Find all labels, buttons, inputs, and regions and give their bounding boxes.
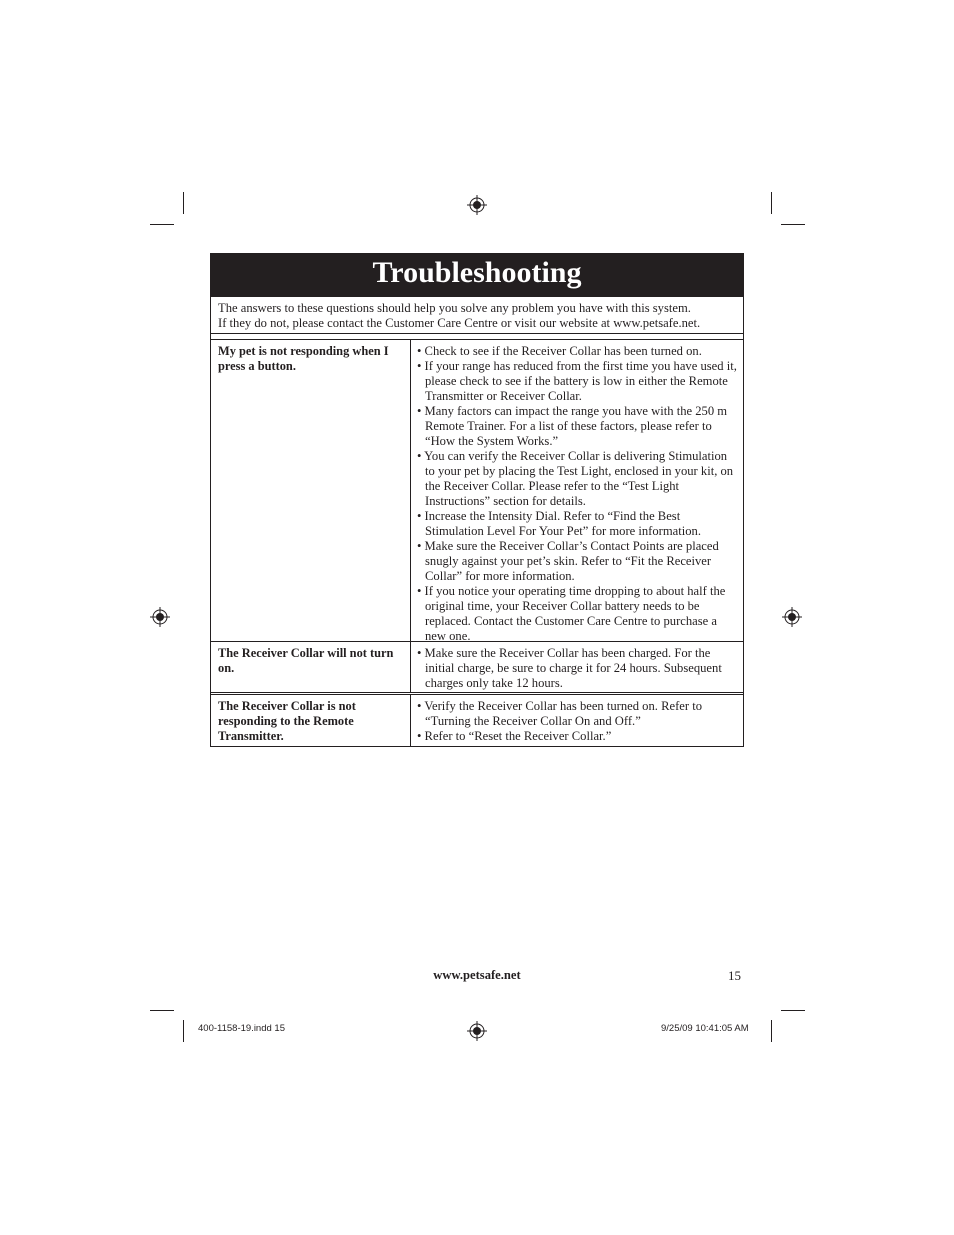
- answer-item: • You can verify the Receiver Collar is delivering Stimulation to your pet by placing the Test Light, enclosed in your kit, on the Receiver Collar. Please refer to the “Test Light Instructions” section for details.: [417, 449, 734, 508]
- page-title: Troubleshooting: [210, 253, 744, 297]
- question-cell: The Receiver Collar will not turn on.: [211, 642, 411, 692]
- crop-mark: [183, 192, 184, 214]
- answer-item: • Make sure the Receiver Collar’s Contact Points are placed snugly against your pet’s skin. Refer to “Fit the Receiver Collar” for more information.: [417, 539, 719, 583]
- answer-item: • If your range has reduced from the first time you have used it, please check to see if the battery is low in either the Remote Transmitter or Receiver Collar.: [417, 359, 737, 403]
- answer-item: • Refer to “Reset the Receiver Collar.”: [417, 729, 612, 743]
- crop-mark: [771, 192, 772, 214]
- registration-mark-icon: [467, 195, 487, 215]
- answer-item: • Check to see if the Receiver Collar has been turned on.: [417, 344, 702, 358]
- question-cell: The Receiver Collar is not responding to the Remote Transmitter.: [211, 695, 411, 746]
- table-row: [210, 694, 744, 747]
- footer-url: www.petsafe.net: [433, 968, 521, 982]
- crop-mark: [781, 224, 805, 225]
- answer-item: • If you notice your operating time dropping to about half the original time, your Receiver Collar battery needs to be replaced. Contact the Customer Care Centre to purchase a new one.: [417, 584, 726, 643]
- intro-line: The answers to these questions should help you solve any problem you have with this system.: [218, 301, 691, 315]
- registration-mark-icon: [782, 607, 802, 627]
- slug-timestamp: 9/25/09 10:41:05 AM: [661, 1023, 749, 1034]
- answer-cell: [411, 695, 743, 746]
- crop-mark: [183, 1020, 184, 1042]
- crop-mark: [150, 1010, 174, 1011]
- intro-text: [210, 297, 744, 334]
- answer-item: • Verify the Receiver Collar has been turned on. Refer to “Turning the Receiver Collar On and Off.”: [417, 699, 702, 728]
- registration-mark-icon: [150, 607, 170, 627]
- crop-mark: [150, 224, 174, 225]
- table-row: [210, 642, 744, 693]
- crop-mark: [781, 1010, 805, 1011]
- answer-cell: [411, 340, 743, 641]
- intro-line: If they do not, please contact the Customer Care Centre or visit our website at www.petsafe.net.: [218, 316, 701, 330]
- question-cell: My pet is not responding when I press a button.: [211, 340, 411, 641]
- crop-mark: [771, 1020, 772, 1042]
- table-row: [210, 339, 744, 642]
- slug-filename: 400-1158-19.indd 15: [198, 1023, 285, 1034]
- answer-item: • Increase the Intensity Dial. Refer to “Find the Best Stimulation Level For Your Pet” for more information.: [417, 509, 701, 538]
- answer-item: • Many factors can impact the range you have with the 250 m Remote Trainer. For a list of these factors, please refer to “How the System Works.”: [417, 404, 728, 448]
- answer-cell: [411, 642, 743, 692]
- page-number: 15: [728, 968, 741, 983]
- troubleshooting-panel: [210, 253, 744, 747]
- registration-mark-icon: [467, 1021, 487, 1041]
- answer-item: • Make sure the Receiver Collar has been charged. For the initial charge, be sure to charge it for 24 hours. Subsequent charges only take 12 hours.: [417, 646, 722, 690]
